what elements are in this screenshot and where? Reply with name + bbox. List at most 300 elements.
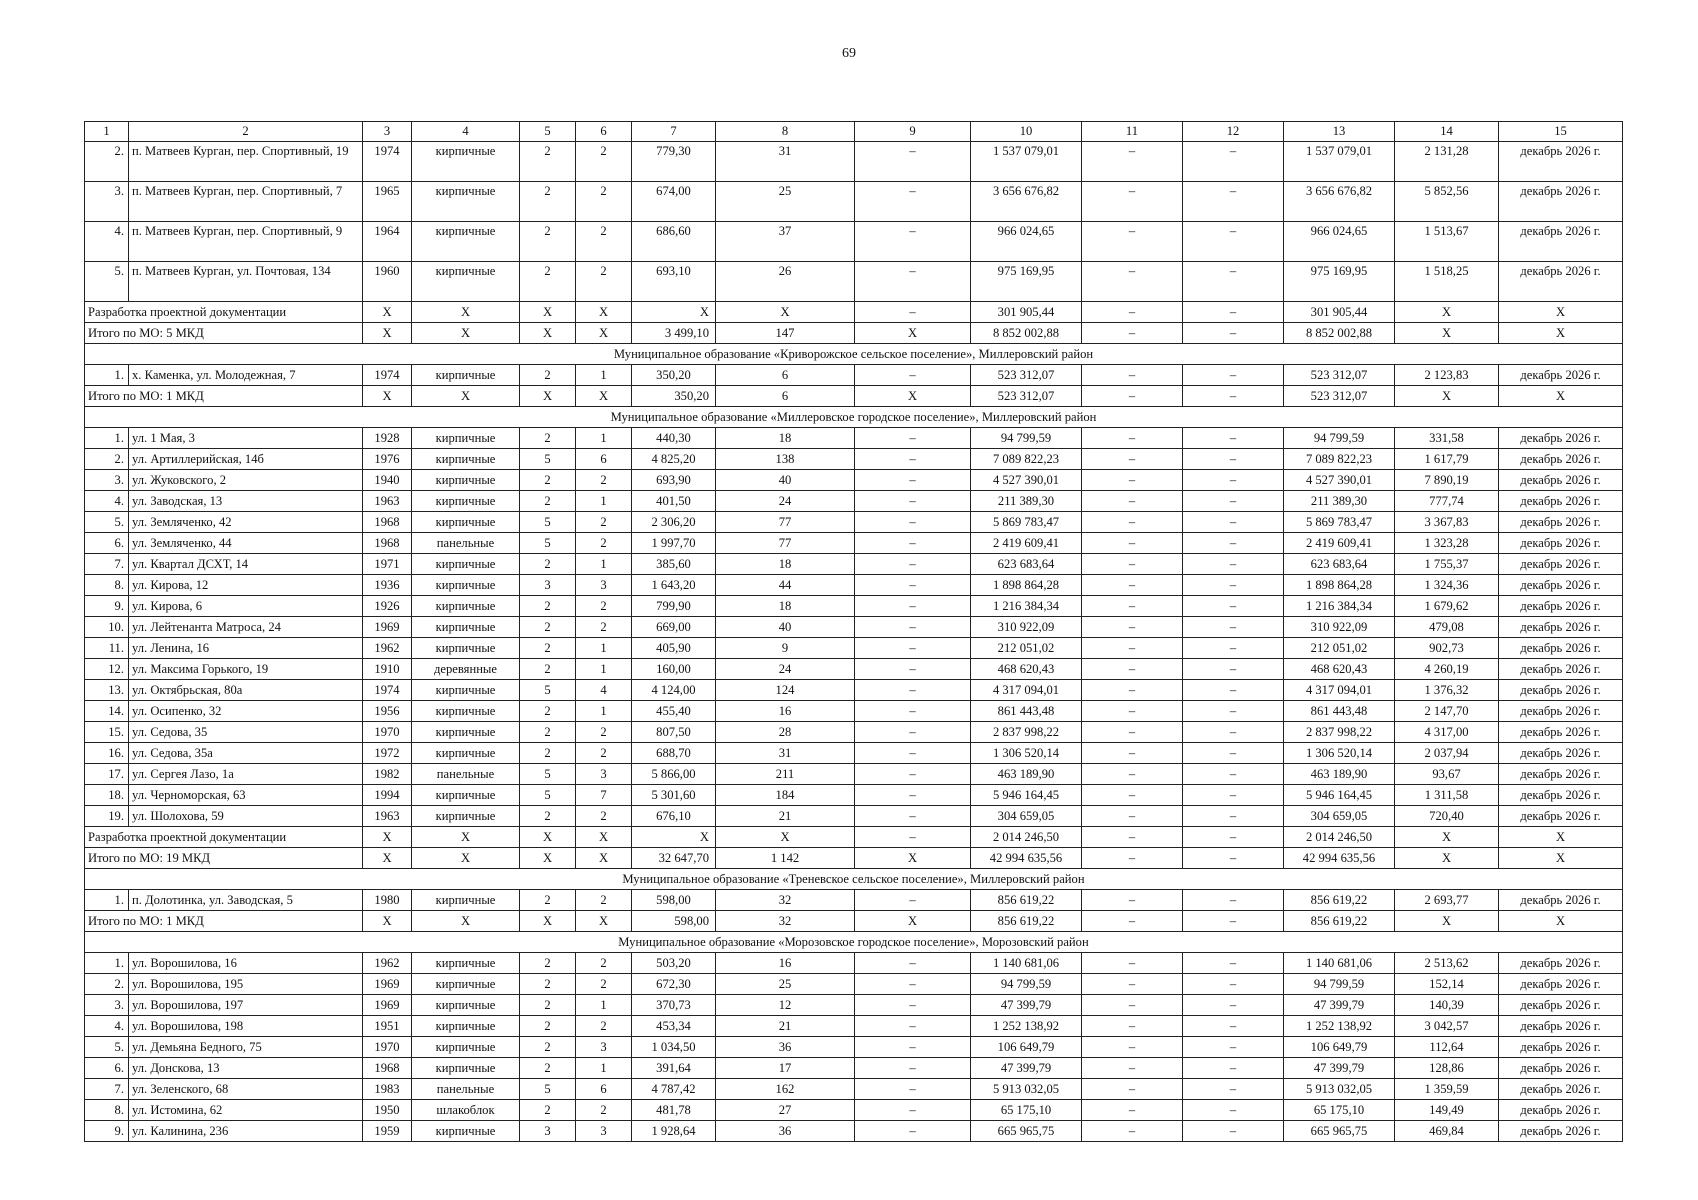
data-cell: 676,10 — [632, 806, 716, 827]
data-cell: декабрь 2026 г. — [1499, 1121, 1623, 1142]
data-cell: декабрь 2026 г. — [1499, 659, 1623, 680]
data-cell: 211 389,30 — [1284, 491, 1395, 512]
data-cell: 1 252 138,92 — [1284, 1016, 1395, 1037]
data-cell: – — [855, 365, 971, 386]
data-cell: 2 — [576, 142, 632, 182]
data-cell: 1 252 138,92 — [971, 1016, 1082, 1037]
data-cell: – — [1082, 182, 1183, 222]
data-cell: декабрь 2026 г. — [1499, 722, 1623, 743]
summary-cell: 8 852 002,88 — [1284, 323, 1395, 344]
summary-cell: Х — [1395, 827, 1499, 848]
data-cell: – — [1082, 764, 1183, 785]
table-row — [85, 554, 1623, 575]
data-cell: 1 — [576, 701, 632, 722]
summary-cell: – — [1082, 323, 1183, 344]
data-cell: 665 965,75 — [1284, 1121, 1395, 1142]
summary-cell: – — [1183, 323, 1284, 344]
summary-cell: Х — [520, 302, 576, 323]
data-cell: – — [1082, 1121, 1183, 1142]
data-cell: 5 869 783,47 — [1284, 512, 1395, 533]
address-cell: ул. Зеленского, 68 — [129, 1079, 363, 1100]
data-cell: – — [1183, 554, 1284, 575]
summary-cell: Х — [576, 911, 632, 932]
data-cell: 6 — [716, 365, 855, 386]
data-cell: декабрь 2026 г. — [1499, 1079, 1623, 1100]
data-cell: кирпичные — [412, 1058, 520, 1079]
summary-cell: – — [1183, 848, 1284, 869]
address-cell: ул. Ворошилова, 195 — [129, 974, 363, 995]
summary-cell: Х — [1395, 848, 1499, 869]
column-number-cell: 2 — [129, 122, 363, 142]
summary-label: Итого по МО: 5 МКД — [85, 323, 363, 344]
data-cell: 16 — [716, 953, 855, 974]
summary-cell: Х — [412, 911, 520, 932]
summary-row — [85, 911, 1623, 932]
data-cell: 1 140 681,06 — [971, 953, 1082, 974]
data-cell: 4. — [85, 1016, 129, 1037]
data-cell: 2 693,77 — [1395, 890, 1499, 911]
data-cell: 212 051,02 — [971, 638, 1082, 659]
data-cell: 3 042,57 — [1395, 1016, 1499, 1037]
data-cell: 2 — [576, 1016, 632, 1037]
address-cell: ул. Сергея Лазо, 1а — [129, 764, 363, 785]
data-cell: 5. — [85, 1037, 129, 1058]
data-cell: 1969 — [363, 617, 412, 638]
data-cell: – — [855, 995, 971, 1016]
data-cell: 5 — [520, 680, 576, 701]
data-cell: декабрь 2026 г. — [1499, 1058, 1623, 1079]
data-cell: – — [855, 617, 971, 638]
data-cell: 1 — [576, 638, 632, 659]
summary-cell: Х — [855, 323, 971, 344]
data-cell: – — [1183, 953, 1284, 974]
data-cell: декабрь 2026 г. — [1499, 953, 1623, 974]
summary-cell: 856 619,22 — [1284, 911, 1395, 932]
data-cell: 5 946 164,45 — [1284, 785, 1395, 806]
data-cell: 2. — [85, 974, 129, 995]
data-cell: 861 443,48 — [971, 701, 1082, 722]
summary-cell: – — [1082, 848, 1183, 869]
data-cell: 47 399,79 — [1284, 995, 1395, 1016]
summary-label: Итого по МО: 19 МКД — [85, 848, 363, 869]
address-cell: х. Каменка, ул. Молодежная, 7 — [129, 365, 363, 386]
data-cell: – — [1082, 428, 1183, 449]
data-cell: 2 837 998,22 — [971, 722, 1082, 743]
data-cell: 4 124,00 — [632, 680, 716, 701]
data-cell: 4 317 094,01 — [1284, 680, 1395, 701]
data-cell: 1 216 384,34 — [971, 596, 1082, 617]
summary-cell: – — [855, 827, 971, 848]
data-cell: – — [855, 554, 971, 575]
data-cell: 17. — [85, 764, 129, 785]
address-cell: п. Матвеев Курган, ул. Почтовая, 134 — [129, 262, 363, 302]
data-cell: кирпичные — [412, 142, 520, 182]
data-cell: 405,90 — [632, 638, 716, 659]
data-cell: 1 306 520,14 — [1284, 743, 1395, 764]
data-cell: 17 — [716, 1058, 855, 1079]
data-cell: 1 898 864,28 — [1284, 575, 1395, 596]
data-cell: 47 399,79 — [1284, 1058, 1395, 1079]
data-cell: 2 — [576, 953, 632, 974]
data-cell: 2 — [520, 596, 576, 617]
data-cell: – — [855, 722, 971, 743]
data-cell: 3. — [85, 182, 129, 222]
column-number-cell: 12 — [1183, 122, 1284, 142]
data-cell: 1 617,79 — [1395, 449, 1499, 470]
municipality-title: Муниципальное образование «Миллеровское городское поселение», Миллеровский район — [85, 407, 1623, 428]
data-cell: 1 928,64 — [632, 1121, 716, 1142]
data-cell: – — [855, 512, 971, 533]
data-cell: 3. — [85, 470, 129, 491]
data-cell: 4 825,20 — [632, 449, 716, 470]
data-cell: 2 — [520, 554, 576, 575]
data-cell: декабрь 2026 г. — [1499, 638, 1623, 659]
data-cell: декабрь 2026 г. — [1499, 262, 1623, 302]
data-cell: – — [1082, 659, 1183, 680]
data-cell: 1951 — [363, 1016, 412, 1037]
data-cell: кирпичные — [412, 722, 520, 743]
data-cell: – — [1183, 1058, 1284, 1079]
summary-cell: Х — [1499, 911, 1623, 932]
data-cell: 5 866,00 — [632, 764, 716, 785]
data-cell: 12. — [85, 659, 129, 680]
address-cell: ул. Лейтенанта Матроса, 24 — [129, 617, 363, 638]
data-cell: 720,40 — [1395, 806, 1499, 827]
data-cell: 3 656 676,82 — [971, 182, 1082, 222]
data-cell: кирпичные — [412, 512, 520, 533]
data-cell: декабрь 2026 г. — [1499, 491, 1623, 512]
data-cell: 211 389,30 — [971, 491, 1082, 512]
data-cell: 106 649,79 — [1284, 1037, 1395, 1058]
data-cell: 3 — [576, 1037, 632, 1058]
data-cell: 1. — [85, 890, 129, 911]
address-cell: п. Матвеев Курган, пер. Спортивный, 7 — [129, 182, 363, 222]
data-cell: 1983 — [363, 1079, 412, 1100]
summary-cell: Х — [855, 386, 971, 407]
summary-cell: 523 312,07 — [1284, 386, 1395, 407]
data-cell: 463 189,90 — [1284, 764, 1395, 785]
data-cell: декабрь 2026 г. — [1499, 701, 1623, 722]
data-cell: 149,49 — [1395, 1100, 1499, 1121]
data-cell: 2 306,20 — [632, 512, 716, 533]
data-cell: 2 — [520, 1100, 576, 1121]
summary-cell: Х — [576, 323, 632, 344]
data-cell: – — [1183, 806, 1284, 827]
summary-cell: 301 905,44 — [1284, 302, 1395, 323]
data-cell: 1968 — [363, 1058, 412, 1079]
address-cell: ул. Максима Горького, 19 — [129, 659, 363, 680]
summary-cell: Х — [363, 302, 412, 323]
data-cell: – — [1183, 659, 1284, 680]
data-cell: 1970 — [363, 722, 412, 743]
data-cell: 2 — [520, 995, 576, 1016]
summary-cell: – — [1183, 911, 1284, 932]
summary-cell: Х — [520, 848, 576, 869]
data-cell: шлакоблок — [412, 1100, 520, 1121]
data-cell: 1910 — [363, 659, 412, 680]
data-cell: 21 — [716, 1016, 855, 1037]
data-cell: 6 — [576, 449, 632, 470]
table-row — [85, 1079, 1623, 1100]
data-cell: 1926 — [363, 596, 412, 617]
data-cell: декабрь 2026 г. — [1499, 1016, 1623, 1037]
table-row — [85, 785, 1623, 806]
summary-label: Итого по МО: 1 МКД — [85, 386, 363, 407]
summary-cell: 42 994 635,56 — [1284, 848, 1395, 869]
data-cell: кирпичные — [412, 890, 520, 911]
data-cell: 674,00 — [632, 182, 716, 222]
data-cell: 2 — [520, 890, 576, 911]
data-cell: кирпичные — [412, 743, 520, 764]
data-cell: 1 643,20 — [632, 575, 716, 596]
data-cell: 7 089 822,23 — [1284, 449, 1395, 470]
data-cell: 12 — [716, 995, 855, 1016]
data-cell: – — [1082, 701, 1183, 722]
data-cell: 2 123,83 — [1395, 365, 1499, 386]
data-cell: декабрь 2026 г. — [1499, 1037, 1623, 1058]
data-cell: 138 — [716, 449, 855, 470]
data-cell: 1 034,50 — [632, 1037, 716, 1058]
data-cell: 481,78 — [632, 1100, 716, 1121]
data-cell: 2 — [576, 222, 632, 262]
data-cell: кирпичные — [412, 1037, 520, 1058]
summary-cell: 32 — [716, 911, 855, 932]
data-cell: 5 913 032,05 — [971, 1079, 1082, 1100]
data-cell: 2 — [576, 743, 632, 764]
data-cell: 856 619,22 — [1284, 890, 1395, 911]
data-cell: 468 620,43 — [971, 659, 1082, 680]
summary-cell: Х — [363, 848, 412, 869]
data-cell: 861 443,48 — [1284, 701, 1395, 722]
data-cell: – — [1082, 806, 1183, 827]
data-cell: – — [1183, 764, 1284, 785]
data-cell: 1959 — [363, 1121, 412, 1142]
data-cell: – — [1082, 365, 1183, 386]
column-number-cell: 8 — [716, 122, 855, 142]
data-cell: – — [1183, 743, 1284, 764]
data-cell: 688,70 — [632, 743, 716, 764]
data-cell: 1 359,59 — [1395, 1079, 1499, 1100]
data-cell: 2 — [576, 512, 632, 533]
data-cell: – — [855, 1121, 971, 1142]
data-cell: – — [855, 743, 971, 764]
data-cell: кирпичные — [412, 680, 520, 701]
data-cell: 5 869 783,47 — [971, 512, 1082, 533]
data-cell: 94 799,59 — [1284, 428, 1395, 449]
summary-cell: Х — [412, 848, 520, 869]
data-cell: 2. — [85, 449, 129, 470]
data-cell: 18 — [716, 428, 855, 449]
data-cell: – — [855, 1079, 971, 1100]
data-cell: 310 922,09 — [1284, 617, 1395, 638]
data-cell: 36 — [716, 1037, 855, 1058]
data-cell: 94 799,59 — [971, 428, 1082, 449]
data-cell: 693,10 — [632, 262, 716, 302]
data-cell: 4 317 094,01 — [971, 680, 1082, 701]
data-cell: кирпичные — [412, 974, 520, 995]
data-cell: – — [1183, 701, 1284, 722]
summary-cell: – — [1183, 302, 1284, 323]
data-cell: 799,90 — [632, 596, 716, 617]
data-cell: кирпичные — [412, 1121, 520, 1142]
data-cell: 47 399,79 — [971, 995, 1082, 1016]
data-cell: 1 — [576, 1058, 632, 1079]
data-cell: декабрь 2026 г. — [1499, 222, 1623, 262]
data-cell: 1974 — [363, 680, 412, 701]
data-cell: – — [855, 974, 971, 995]
data-cell: 1 — [576, 428, 632, 449]
data-cell: – — [1183, 491, 1284, 512]
table-row — [85, 638, 1623, 659]
data-cell: 31 — [716, 142, 855, 182]
data-cell: декабрь 2026 г. — [1499, 512, 1623, 533]
summary-cell: Х — [1395, 386, 1499, 407]
address-cell: ул. Земляченко, 42 — [129, 512, 363, 533]
data-cell: 391,64 — [632, 1058, 716, 1079]
summary-row — [85, 302, 1623, 323]
data-cell: панельные — [412, 533, 520, 554]
data-cell: 7. — [85, 554, 129, 575]
data-cell: 10. — [85, 617, 129, 638]
data-cell: 975 169,95 — [971, 262, 1082, 302]
data-cell: 21 — [716, 806, 855, 827]
data-cell: – — [855, 1016, 971, 1037]
data-cell: – — [1183, 182, 1284, 222]
data-cell: 2 — [520, 1037, 576, 1058]
data-cell: 310 922,09 — [971, 617, 1082, 638]
data-cell: – — [1082, 974, 1183, 995]
data-cell: декабрь 2026 г. — [1499, 449, 1623, 470]
page-number: 69 — [842, 46, 856, 61]
data-cell: 1928 — [363, 428, 412, 449]
address-cell: ул. Шолохова, 59 — [129, 806, 363, 827]
table-row — [85, 764, 1623, 785]
data-cell: – — [1082, 1079, 1183, 1100]
data-cell: 2 — [520, 1016, 576, 1037]
data-cell: 1970 — [363, 1037, 412, 1058]
table-row — [85, 470, 1623, 491]
summary-cell: Х — [1395, 323, 1499, 344]
data-cell: – — [1082, 680, 1183, 701]
data-cell: 19. — [85, 806, 129, 827]
address-cell: ул. Квартал ДСХТ, 14 — [129, 554, 363, 575]
data-cell: 7 — [576, 785, 632, 806]
column-number-cell: 15 — [1499, 122, 1623, 142]
data-cell: 3 — [576, 575, 632, 596]
data-cell: 124 — [716, 680, 855, 701]
data-cell: кирпичные — [412, 491, 520, 512]
data-cell: 4. — [85, 491, 129, 512]
data-cell: 3 — [520, 575, 576, 596]
data-cell: 2 — [576, 470, 632, 491]
data-cell: 1 — [576, 659, 632, 680]
data-cell: 7. — [85, 1079, 129, 1100]
data-cell: 28 — [716, 722, 855, 743]
summary-cell: 2 014 246,50 — [971, 827, 1082, 848]
data-cell: 2 — [520, 142, 576, 182]
summary-cell: Х — [520, 323, 576, 344]
address-cell: ул. Артиллерийская, 14б — [129, 449, 363, 470]
data-cell: 1962 — [363, 638, 412, 659]
data-cell: 4 527 390,01 — [1284, 470, 1395, 491]
summary-cell: Х — [716, 302, 855, 323]
data-cell: 1940 — [363, 470, 412, 491]
data-cell: – — [1183, 262, 1284, 302]
data-cell: 36 — [716, 1121, 855, 1142]
data-cell: 77 — [716, 512, 855, 533]
data-cell: – — [855, 1058, 971, 1079]
data-cell: 5 852,56 — [1395, 182, 1499, 222]
data-cell: 598,00 — [632, 890, 716, 911]
data-cell: 5 — [520, 764, 576, 785]
data-cell: 5 — [520, 512, 576, 533]
data-cell: – — [1183, 1100, 1284, 1121]
summary-cell: 598,00 — [632, 911, 716, 932]
data-cell: 4 527 390,01 — [971, 470, 1082, 491]
data-cell: 152,14 — [1395, 974, 1499, 995]
data-cell: 902,73 — [1395, 638, 1499, 659]
data-cell: – — [855, 491, 971, 512]
table-row — [85, 743, 1623, 764]
data-cell: 25 — [716, 974, 855, 995]
address-cell: ул. Кирова, 6 — [129, 596, 363, 617]
data-cell: 2 — [576, 974, 632, 995]
data-cell: 2 — [576, 806, 632, 827]
data-cell: 65 175,10 — [1284, 1100, 1395, 1121]
data-cell: 1956 — [363, 701, 412, 722]
summary-cell: 1 142 — [716, 848, 855, 869]
data-cell: кирпичные — [412, 638, 520, 659]
summary-cell: Х — [716, 827, 855, 848]
summary-cell: Х — [1499, 848, 1623, 869]
summary-cell: Х — [576, 827, 632, 848]
data-cell: – — [1183, 575, 1284, 596]
summary-cell: Х — [632, 827, 716, 848]
data-cell: 184 — [716, 785, 855, 806]
data-cell: 2 — [520, 974, 576, 995]
data-cell: – — [1082, 533, 1183, 554]
data-cell: 2 — [520, 722, 576, 743]
municipality-header-row — [85, 407, 1623, 428]
table-row — [85, 533, 1623, 554]
data-cell: 2 — [520, 491, 576, 512]
summary-cell: Х — [576, 386, 632, 407]
data-cell: – — [1183, 222, 1284, 262]
data-cell: 15. — [85, 722, 129, 743]
summary-cell: – — [1183, 386, 1284, 407]
municipality-header-row — [85, 869, 1623, 890]
column-number-cell: 10 — [971, 122, 1082, 142]
data-cell: 2 147,70 — [1395, 701, 1499, 722]
data-cell: 2 — [576, 262, 632, 302]
data-cell: 2 — [576, 596, 632, 617]
data-cell: – — [1183, 785, 1284, 806]
data-cell: панельные — [412, 764, 520, 785]
summary-cell: 147 — [716, 323, 855, 344]
data-cell: 1 324,36 — [1395, 575, 1499, 596]
data-cell: декабрь 2026 г. — [1499, 428, 1623, 449]
data-cell: 4 — [576, 680, 632, 701]
data-cell: декабрь 2026 г. — [1499, 142, 1623, 182]
data-cell: 1. — [85, 365, 129, 386]
data-cell: 1 140 681,06 — [1284, 953, 1395, 974]
data-cell: 2 037,94 — [1395, 743, 1499, 764]
data-cell: – — [855, 806, 971, 827]
data-cell: 2 419 609,41 — [971, 533, 1082, 554]
data-cell: – — [855, 596, 971, 617]
summary-cell: Х — [363, 323, 412, 344]
table-row — [85, 262, 1623, 302]
